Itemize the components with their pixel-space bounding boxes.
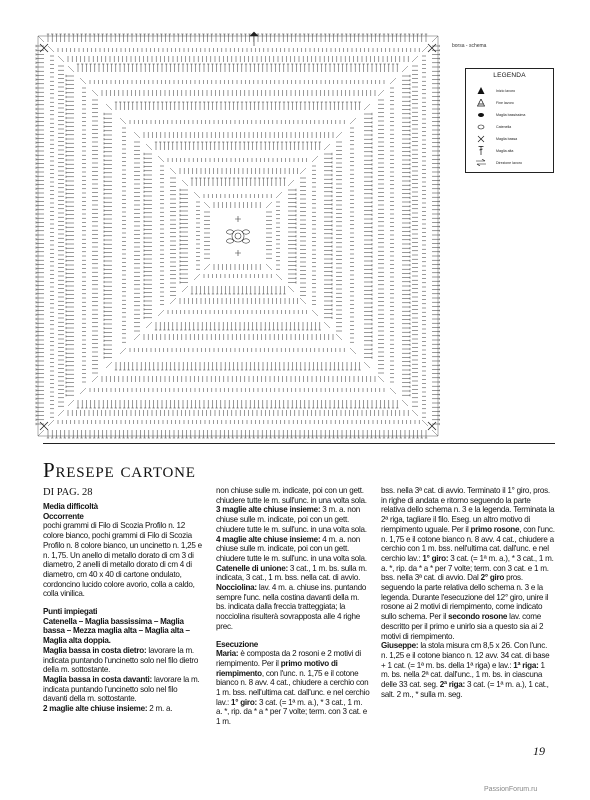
term-two-together: 2 maglie alte chiuse insieme: — [43, 704, 148, 714]
schema-caption: borsa - schema — [452, 43, 487, 49]
start-arrow-icon — [476, 86, 486, 95]
legend-row: Inizio lavoro — [476, 86, 515, 95]
article-subtitle: DI PAG. 28 — [43, 487, 93, 498]
text-column-2: non chiuse sulle m. indicate, poi con un gett. chiudere tutte le m. sull'unc. in una volta sola. 3 maglie alte chiuse insieme: 3 m. a. non chiuse sulle m. indicate, poi con un gett. chiudere tutte le m. sull'unc. in una volta sola. 4 maglie alte chiuse insieme: 4 m. a. non chiuse sulle m. indicate, poi con un gett. chiudere tutte le m. sull'unc. in una volta sola. Catenelle di unione: 3 cat., 1 m. bs. sulla m. indicata, 3 cat., 1 m. bss. nella cat. di avvio. Nocciolina: lav. 4 m. a. chiuse ins. puntando sempre l'unc. nella costina davanti della m. bs. indicata dalla freccia tratteggiata; la nocciolina risulterà sovrapposta alle 4 righe prec. Esecuzione Maria: è composta da 2 rosoni e 2 motivi di riempimento. Per il primo motivo di riempimento, con l'unc. n. 1,75 e il cotone bianco n. 8 avv. 4 cat., chiudere a cerchio con 1 m. bss. nell'ultima cat. dall'unc. e nel cerchio lav.: 1° giro: 3 cat. (= 1ª m. a.), * 3 cat., 1 m. a. *, rip. da * a * per 7 volte; term. con 3 cat. e 1 m. — [216, 486, 370, 727]
legend-row: Catenella — [476, 122, 511, 131]
finish-icon — [476, 98, 486, 107]
chain-icon — [476, 122, 486, 131]
term-maria: Maria: — [216, 649, 239, 659]
stitches-list: Catenella – Maglia bassissima – Maglia bassa – Mezza maglia alta – Maglia alta – Maglia alta doppia. — [43, 616, 190, 646]
crochet-schema-diagram — [30, 28, 440, 440]
term-back-loop: Maglia bassa in costa dietro: — [43, 645, 147, 655]
stitches-heading: Punti impiegati — [43, 607, 98, 617]
start-arrow-icon — [250, 32, 258, 36]
materials-text: pochi grammi di Filo di Scozia Profilo n. 12 colore bianco, pochi grammi di Filo di Scozia Profilo n. 8 colore bianco, un uncinetto n. 1,25 e n. 1,75. Un anello di metallo dorato di cm 3 di diametro, 2 anelli di metallo dorato di cm 4 di diametro, cm 40 x 40 di cartone ondulato, cordoncino lucido colore avorio, colla a caldo, colla vinilica. — [43, 521, 202, 599]
term-nocciolina: Nocciolina: — [216, 583, 257, 593]
term-joining-chains: Catenelle di unione: — [216, 563, 288, 573]
single-crochet-icon — [476, 134, 486, 143]
materials-heading: Occorrente — [43, 511, 84, 521]
legend-row: Maglia alta — [476, 146, 513, 155]
text-column-3: bss. nella 3ª cat. di avvio. Terminato il 1° giro, pros. in righe di andata e ritorno seguendo la parte relativa dello schema n. 3 e la legenda. Terminata la 2ª riga, tagliare il filo. Eseg. un altro motivo di riempimento uguale. Per il primo rosone, con l'unc. n. 1,75 e il cotone bianco n. 8 avv. 4 cat., chiudere a cerchio con 1 m. bss. nell'ultima cat. dall'unc. e nel cerchio lav.: 1° giro: 3 cat. (= 1ª m. a.), * 3 cat., 1 m. a. *, rip. da * a * per 7 volte; term. con 3 cat. e 1 m. bss. nella 3ª cat. di avvio. Dal 2° giro pros. seguendo la parte relativa dello schema n. 3 e la legenda. Durante l'esecuzione del 12° giro, unire il rosone ai 2 motivi di riempimento, come indicato sullo schema. Per il secondo rosone lav. come descritto per il primo e unirlo sia a questo sia ai 2 motivi di riempimento. Giuseppe: la stola misura cm 8,5 x 26. Con l'unc. n. 1,25 e il cotone bianco n. 12 avv. 34 cat. di base + 1 cat. (= 1ª m. bs. della 1ª riga) e lav.: 1ª riga: 1 m. bs. nella 2ª cat. dall'unc., 1 m. bs. in ciascuna delle 33 cat. seg. 2ª riga: 3 cat. (= 1ª m. a.), 1 cat., salt. 2 m., * sulla m. seg. — [381, 486, 555, 699]
page-number: 19 — [533, 744, 545, 758]
term-giuseppe: Giuseppe: — [381, 641, 419, 651]
direction-icon — [476, 158, 486, 167]
legend-box — [465, 68, 554, 173]
slip-stitch-icon — [476, 110, 486, 119]
watermark: PassionForum.ru — [484, 786, 538, 793]
execution-heading: Esecuzione — [216, 639, 259, 649]
article-title: Presepe cartone — [43, 458, 196, 482]
term-front-loop: Maglia bassa in costa davanti: — [43, 674, 152, 684]
legend-row: Fine lavoro — [476, 98, 514, 107]
legend-row: Direzione lavoro — [476, 158, 522, 167]
term-four-together: 4 maglie alte chiuse insieme: — [216, 534, 321, 544]
treble-icon — [476, 146, 486, 155]
legend-row: Maglia bassa — [476, 134, 517, 143]
legend-title: LEGENDA — [493, 72, 526, 79]
term-three-together: 3 maglie alte chiuse insieme: — [216, 505, 321, 515]
center-ring — [232, 230, 244, 242]
difficulty-label: Media difficoltà — [43, 502, 98, 511]
text-column-1: Media difficoltà Occorrente pochi grammi di Filo di Scozia Profilo n. 12 colore bianco, pochi grammi di Filo di Scozia Profilo n. 8 colore bianco, un uncinetto n. 1,25 e n. 1,75. Un anello di metallo dorato di cm 3 di diametro, 2 anelli di metallo dorato di cm 4 di diametro, cm 40 x 40 di cartone ondulato, cordoncino lucido colore avorio, colla a caldo, colla vinilica. Punti impiegati Catenella – Maglia bassissima – Maglia bassa – Mezza maglia alta – Maglia alta – Maglia alta doppia. Maglia bassa in costa dietro: lavorare la m. indicata puntando l'uncinetto solo nel filo dietro della m. sottostante. Maglia bassa in costa davanti: lavorare la m. indicata puntando l'uncinetto solo nel filo davanti della m. sottostante. 2 maglie alte chiuse insieme: 2 m. a. — [43, 502, 202, 714]
legend-row: Maglia bassissima — [476, 110, 525, 119]
section-divider — [43, 443, 555, 444]
